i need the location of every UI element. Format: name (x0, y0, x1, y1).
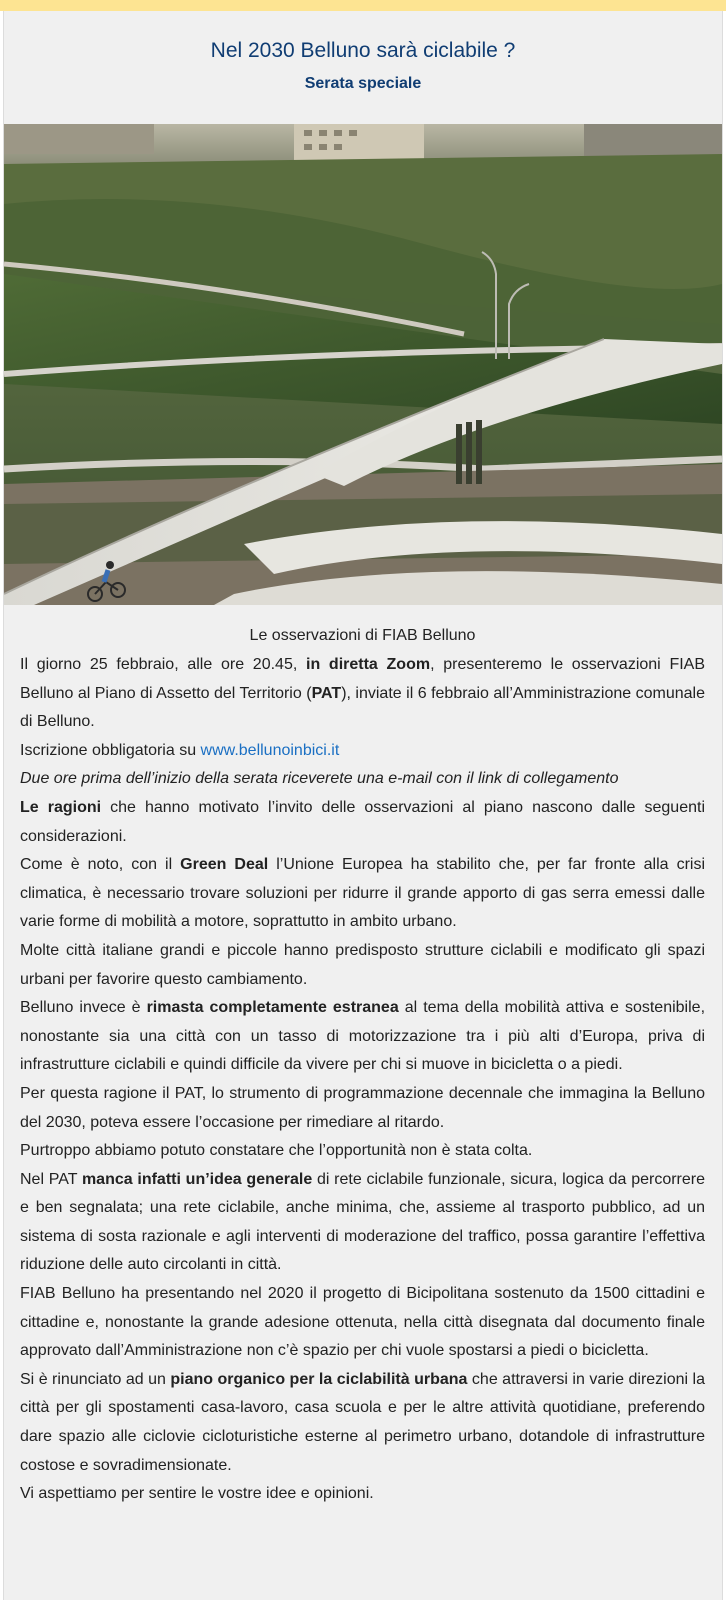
zoom-highlight: in diretta Zoom (306, 656, 431, 673)
registration-link[interactable]: www.bellunoinbici.it (200, 741, 340, 759)
opportunity-paragraph: Purtroppo abbiamo potuto constatare che l’opportunità non è stata colta. (20, 1142, 533, 1160)
closing-paragraph: Vi aspettiamo per sentire le vostre idee e opinioni. (20, 1485, 374, 1503)
pat-paragraph: Per questa ragione il PAT, lo strumento di programmazione decennale che immagina la Belluno del 2030, poteva essere l’occasione per rimediare al ritardo. (20, 1084, 705, 1131)
newsletter-panel (3, 11, 723, 1600)
registration-paragraph: Iscrizione obbligatoria su www.bellunoinbici.it (20, 741, 340, 759)
green-deal-paragraph: Come è noto, con il Green Deal l’Unione Europea ha stabilito che, per far fronte alla crisi climatica, è necessario trovare soluzioni per ridurre il grande apporto di gas serra emessi dalle varie forme di mobilità a motore, soprattutto in ambito urbano. (20, 856, 706, 931)
pat-highlight: PAT (311, 684, 342, 702)
italian-cities-paragraph: Molte città italiane grandi e piccole hanno predisposto strutture ciclabili e modificato gli spazi urbani per favorire questo cambiamento. (20, 941, 705, 988)
newsletter-header (4, 11, 722, 124)
cycle-bridge-photo (4, 124, 722, 605)
article-body (4, 605, 722, 1509)
event-paragraph: Il giorno 25 febbraio, alle ore 20.45, in diretta Zoom, presenteremo le osservazioni FIAB Belluno al Piano di Assetto del Territorio (PAT), inviate il 6 febbraio all’Amministrazione comunale di Belluno. (20, 656, 706, 731)
image-caption: Le osservazioni di FIAB Belluno (249, 627, 476, 644)
belluno-paragraph: Belluno invece è rimasta completamente estranea al tema della mobilità attiva e sostenibile, nonostante sia una città con un tasso di motorizzazione tra i più alti d’Europa, priva di infrastrutture ciclabili e quindi difficile da vivere per chi si muove in bicicletta o a piedi. (20, 999, 706, 1074)
organic-plan-paragraph: Si è rinunciato ad un piano organico per la ciclabilità urbana che attraversi in varie direzioni la città per gli spostamenti casa-lavoro, casa scuola e per le altre attività quotidiane, preferendo dare spazio alle ciclovie cicloturistiche esterne al perimetro urbano, dotandole di infrastrutture costose e sovradimensionate. (20, 1370, 705, 1474)
bicipolitana-paragraph: FIAB Belluno ha presentando nel 2020 il progetto di Bicipolitana sostenuto da 1500 cittadini e cittadine e, nonostante la grande adesione ottenuta, nella città disegnata dal documento finale approvato dall’Amministrazione non c’è spazio per chi vuole spostarsi a piedi o bicicletta. (20, 1285, 705, 1360)
top-accent-bar (0, 0, 726, 11)
newsletter-title: Nel 2030 Belluno sarà ciclabile ? (210, 39, 516, 62)
network-paragraph: Nel PAT manca infatti un’idea generale di rete ciclabile funzionale, sicura, logica da percorrere e ben segnalata; una rete ciclabile, anche minima, che, assieme al trasporto pubblico, ad un sistema di sosta razionale e agli interventi di moderazione del traffico, possa garantire l’effettiva riduzione delle auto circolanti in città. (20, 1170, 706, 1274)
email-notice: Due ore prima dell’inizio della serata riceverete una e-mail con il link di collegamento (20, 770, 619, 788)
newsletter-subtitle: Serata speciale (304, 75, 422, 92)
reasons-paragraph: Le ragioni che hanno motivato l’invito delle osservazioni al piano nascono dalle seguenti considerazioni. (20, 798, 705, 845)
